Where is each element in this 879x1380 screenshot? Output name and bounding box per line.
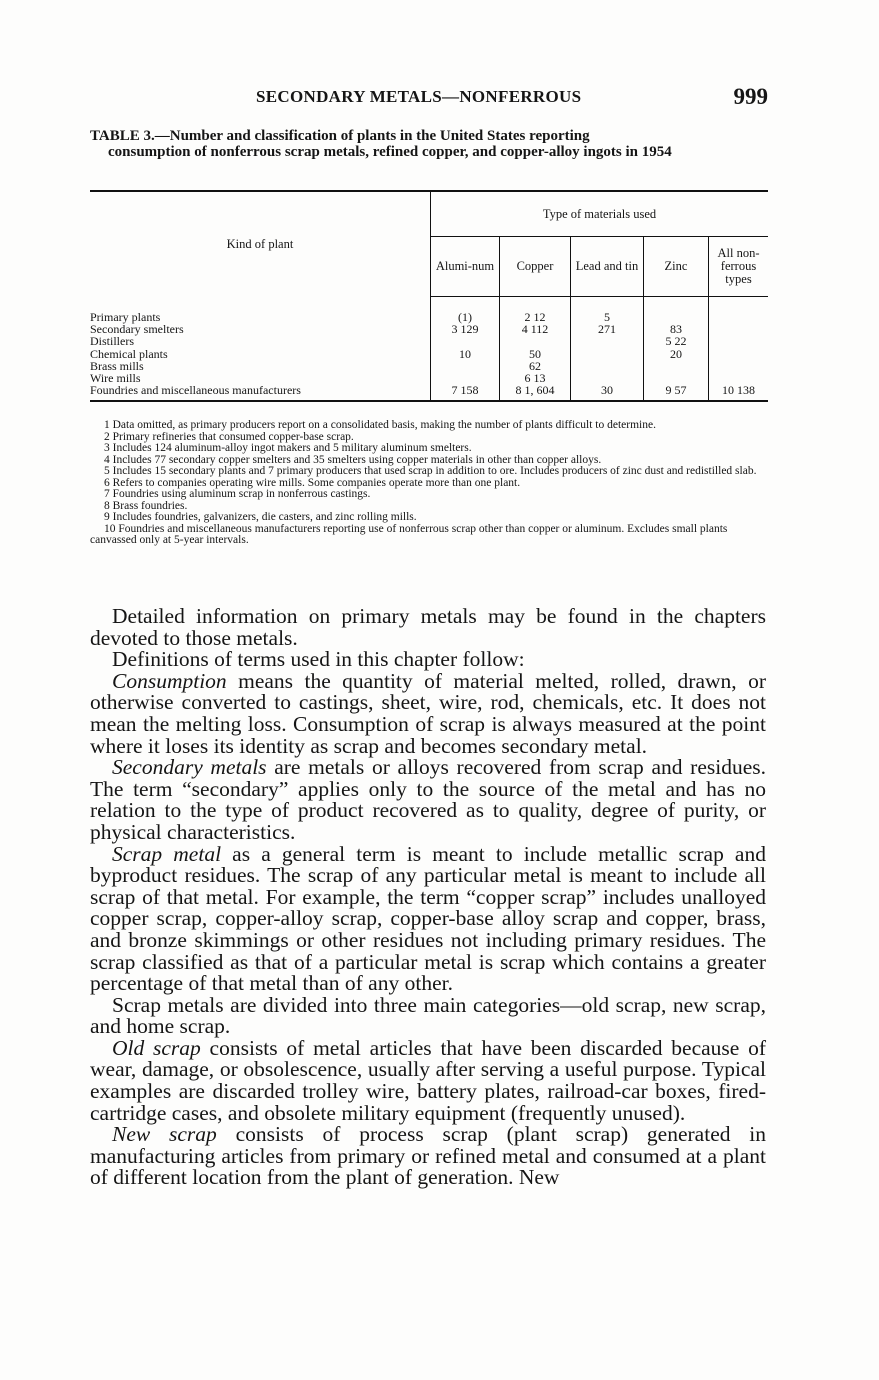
footnote: 3 Includes 124 aluminum-alloy ingot makers and 5 military aluminum smelters. xyxy=(104,442,472,454)
term-consumption: Consumption xyxy=(112,668,227,693)
definition-text: are metals or alloys recovered from scrap and residues. The term “secondary” applies only to the source of the metal and has no relation to the type of product recovered as to quality, degree of purity, or physical characteristics. xyxy=(90,755,766,844)
footnote: 10 Foundries and miscellaneous manufacturers reporting use of nonferrous scrap other than copper or aluminum. Excludes small plants canvassed only at 5-year intervals. xyxy=(90,522,728,546)
cell-zinc: 5 22 xyxy=(644,335,709,347)
running-title: SECONDARY METALS—NONFERROUS xyxy=(256,87,582,106)
cell-aluminum: 3 129 xyxy=(431,323,500,335)
cell-copper: 62 xyxy=(500,360,571,372)
cell-all xyxy=(709,360,769,372)
cell-zinc xyxy=(644,297,709,324)
header-type-of-materials: Type of materials used xyxy=(431,191,769,237)
row-label: Secondary smelters xyxy=(90,323,431,335)
cell-copper: 2 12 xyxy=(500,297,571,324)
table-row xyxy=(90,348,768,360)
paragraph xyxy=(90,668,766,758)
cell-aluminum xyxy=(431,335,500,347)
cell-zinc xyxy=(644,360,709,372)
column-header-lead-tin: Lead and tin xyxy=(571,237,644,297)
plants-table-wrap xyxy=(90,190,768,402)
cell-all xyxy=(709,297,769,324)
running-head xyxy=(90,84,770,114)
cell-lead-tin: 30 xyxy=(571,384,644,401)
term-new-scrap: New scrap xyxy=(112,1122,217,1147)
cell-copper: 4 112 xyxy=(500,323,571,335)
cell-aluminum: 7 158 xyxy=(431,384,500,401)
row-label: Wire mills xyxy=(90,372,431,384)
footnote: 7 Foundries using aluminum scrap in nonferrous castings. xyxy=(104,488,371,500)
table-row xyxy=(90,335,768,347)
paragraph xyxy=(90,1124,766,1189)
cell-all: 10 138 xyxy=(709,384,769,401)
table-footnotes xyxy=(90,420,770,547)
paragraph xyxy=(90,757,766,843)
cell-lead-tin xyxy=(571,335,644,347)
cell-all xyxy=(709,335,769,347)
body-text xyxy=(90,606,766,1189)
cell-lead-tin xyxy=(571,348,644,360)
footnote: 5 Includes 15 secondary plants and 7 primary producers that used scrap in addition to ore. Includes producers of zinc dust and redistilled slab. xyxy=(104,465,757,477)
cell-copper xyxy=(500,335,571,347)
footnote: 8 Brass foundries. xyxy=(104,499,188,512)
cell-all xyxy=(709,323,769,335)
table-caption-line2: consumption of nonferrous scrap metals, refined copper, and copper-alloy ingots in 1954 xyxy=(108,144,672,160)
term-old-scrap: Old scrap xyxy=(112,1035,201,1060)
row-label: Foundries and miscellaneous manufacturers xyxy=(90,384,431,401)
cell-lead-tin: 271 xyxy=(571,323,644,335)
cell-lead-tin: 5 xyxy=(571,297,644,324)
cell-copper: 50 xyxy=(500,348,571,360)
term-scrap-metal: Scrap metal xyxy=(112,841,222,866)
cell-lead-tin xyxy=(571,360,644,372)
footnote: 2 Primary refineries that consumed copper-base scrap. xyxy=(104,430,354,443)
footnote: 6 Refers to companies operating wire mills. Some companies operate more than one plant. xyxy=(104,476,521,489)
paragraph xyxy=(90,1035,766,1125)
table-caption xyxy=(90,128,770,160)
table-row xyxy=(90,360,768,372)
footnote: 1 Data omitted, as primary producers report on a consolidated basis, making the number of plants difficult to determine. xyxy=(104,419,656,431)
row-label: Chemical plants xyxy=(90,348,431,360)
column-header-zinc: Zinc xyxy=(644,237,709,297)
column-header-all-nonferrous: All non-ferrous types xyxy=(709,237,769,297)
row-label: Primary plants xyxy=(90,297,431,324)
definition-text: consists of process scrap (plant scrap) generated in manufacturing articles from primary or refined metal and consumed at a plant of different location from the plant of generation. New xyxy=(90,1122,767,1190)
table-row xyxy=(90,384,768,401)
definition-text: consists of metal articles that have been discarded because of wear, damage, or obsolescence, usually after serving a useful purpose. Typical examples are discarded trolley wire, battery plates, railroad-car boxes, fired-cartridge cases, and obsolete military equipment (frequently unused). xyxy=(90,1035,766,1125)
paragraph: Detailed information on primary metals may be found in the chapters devoted to those metals. xyxy=(90,604,766,650)
footnote: 4 Includes 77 secondary copper smelters and 35 smelters using copper materials in other than copper alloys. xyxy=(104,453,602,466)
cell-all xyxy=(709,348,769,360)
cell-aluminum xyxy=(431,360,500,372)
footnote: 9 Includes foundries, galvanizers, die casters, and zinc rolling mills. xyxy=(104,511,417,523)
cell-zinc: 9 57 xyxy=(644,384,709,401)
cell-zinc: 20 xyxy=(644,348,709,360)
paragraph xyxy=(90,841,766,996)
paragraph: Scrap metals are divided into three main categories—old scrap, new scrap, and home scrap. xyxy=(90,992,766,1039)
paragraph: Definitions of terms used in this chapter follow: xyxy=(112,647,525,672)
header-kind-of-plant: Kind of plant xyxy=(90,191,431,297)
plants-table xyxy=(90,190,768,402)
definition-text: as a general term is meant to include metallic scrap and byproduct residues. The scrap of any particular metal is meant to include all scrap of that metal. For example, the term “copper scrap” includes unalloyed copper scrap, copper-alloy scrap, copper-base alloy scrap and copper, brass, and bronze skimmings or other residues not including primary residues. The scrap classified as that of a particular metal is scrap which contains a greater percentage of that metal than of any other. xyxy=(90,841,766,996)
row-label: Distillers xyxy=(90,335,431,347)
row-label: Brass mills xyxy=(90,360,431,372)
cell-copper: 8 1, 604 xyxy=(500,384,571,401)
column-header-aluminum: Alumi-num xyxy=(431,237,500,297)
term-secondary-metals: Secondary metals xyxy=(112,755,267,780)
cell-aluminum: 10 xyxy=(431,348,500,360)
cell-copper: 6 13 xyxy=(500,372,571,384)
cell-aluminum: (1) xyxy=(431,297,500,324)
column-header-copper: Copper xyxy=(500,237,571,297)
cell-zinc: 83 xyxy=(644,323,709,335)
table-row xyxy=(90,297,768,324)
page-number: 999 xyxy=(733,84,768,109)
definition-text: means the quantity of material melted, rolled, drawn, or otherwise converted to castings, sheet, wire, rod, chemicals, etc. It does not mean the melting loss. Consumption of scrap is always measured at the point where it loses its identity as scrap and becomes secondary metal. xyxy=(90,668,766,758)
table-caption-line1: TABLE 3.—Number and classification of plants in the United States reporting xyxy=(90,128,590,144)
